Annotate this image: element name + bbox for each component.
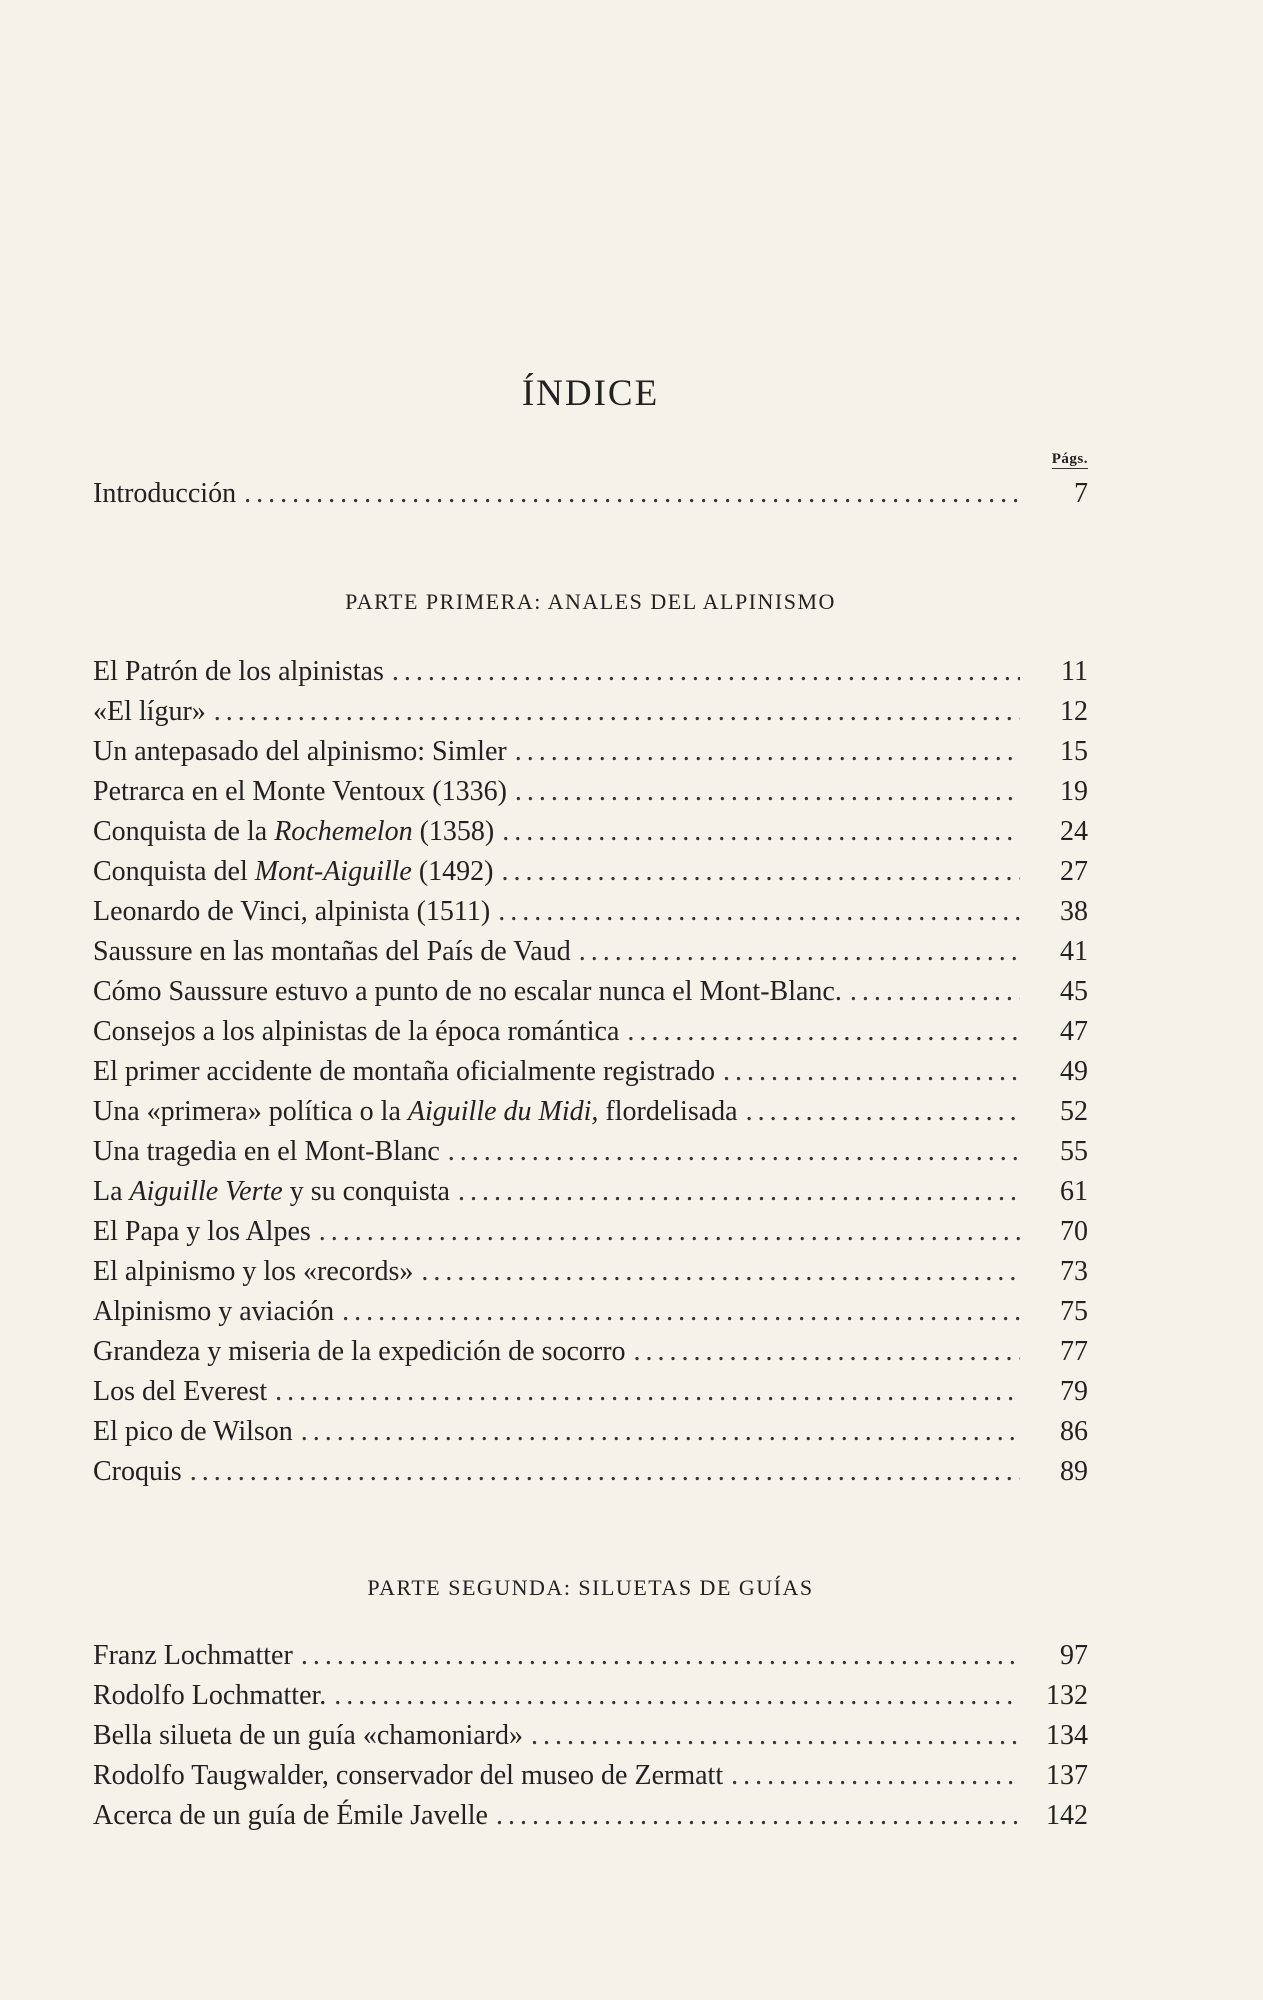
dot-leader (301, 1412, 1020, 1452)
toc-entry (93, 852, 1088, 892)
entry-title: Una tragedia en el Mont-Blanc (93, 1136, 440, 1167)
entry-title-italic: Aiguille Verte (129, 1176, 283, 1207)
dot-leader (214, 692, 1020, 732)
toc-entry (93, 972, 1088, 1012)
toc-entry (93, 812, 1088, 852)
entry-title (93, 852, 494, 892)
toc-entry (93, 1092, 1088, 1132)
dot-leader (392, 652, 1020, 692)
entry-page-number: 79 (1060, 1376, 1088, 1407)
dot-leader (634, 1332, 1020, 1372)
entry-title: El alpinismo y los «records» (93, 1256, 414, 1287)
dot-leader (515, 772, 1020, 812)
entry-title: Cómo Saussure estuvo a punto de no escalar nunca el Mont-Blanc. (93, 976, 842, 1007)
entry-page-number: 61 (1060, 1176, 1088, 1207)
entry-page-number: 11 (1061, 656, 1088, 687)
toc-entry (93, 732, 1088, 772)
entry-title-part: Una «primera» política o la (93, 1096, 408, 1127)
entry-title: Bella silueta de un guía «chamoniard» (93, 1720, 523, 1751)
entry-title-part: Conquista de la (93, 816, 275, 847)
toc-entry (93, 1292, 1088, 1332)
entry-title-italic: Rochemelon (274, 816, 413, 847)
entry-title: Introducción (93, 478, 237, 509)
entry-title: Petrarca en el Monte Ventoux (1336) (93, 776, 507, 807)
entry-title (93, 1092, 738, 1132)
entry-page-number: 45 (1060, 976, 1088, 1007)
entry-page-number: 27 (1060, 856, 1088, 887)
entry-title: Croquis (93, 1456, 182, 1487)
toc-entry (93, 892, 1088, 932)
entry-page-number: 137 (1046, 1760, 1088, 1791)
toc-entry (93, 1636, 1088, 1676)
toc-entry (93, 1716, 1088, 1756)
entry-page-number: 142 (1046, 1800, 1088, 1831)
toc-entry (93, 1756, 1088, 1796)
toc-entry (93, 1172, 1088, 1212)
entry-page-number: 75 (1060, 1296, 1088, 1327)
entry-title-italic: Mont-Aiguille (254, 856, 412, 887)
toc-entry (93, 1212, 1088, 1252)
entry-page-number: 73 (1060, 1256, 1088, 1287)
toc-entry (93, 932, 1088, 972)
entry-page-number: 134 (1046, 1720, 1088, 1751)
entry-page-number: 38 (1060, 896, 1088, 927)
dot-leader (421, 1252, 1020, 1292)
entry-title: El primer accidente de montaña oficialmente registrado (93, 1056, 715, 1087)
dot-leader (458, 1172, 1020, 1212)
toc-entry (93, 1252, 1088, 1292)
entry-title: Un antepasado del alpinismo: Simler (93, 736, 507, 767)
entry-title: Grandeza y miseria de la expedición de socorro (93, 1336, 626, 1367)
entry-title: Alpinismo y aviación (93, 1296, 335, 1327)
toc-entry (93, 1012, 1088, 1052)
dot-leader (301, 1636, 1020, 1676)
dot-leader (496, 1796, 1020, 1836)
entry-title-part: flordelisada (598, 1096, 738, 1127)
entry-page-number: 55 (1060, 1136, 1088, 1167)
dot-leader (190, 1452, 1020, 1492)
entry-title: Rodolfo Taugwalder, conservador del museo de Zermatt (93, 1760, 724, 1791)
entry-title: Los del Everest (93, 1376, 268, 1407)
entry-title: Rodolfo Lochmatter. (93, 1680, 327, 1711)
entry-title-part: y su conquista (282, 1176, 450, 1207)
entry-page-number: 49 (1060, 1056, 1088, 1087)
toc-entry (93, 692, 1088, 732)
entry-title (93, 1172, 450, 1212)
entry-page-number: 86 (1060, 1416, 1088, 1447)
dot-leader (319, 1212, 1020, 1252)
entry-page-number: 77 (1060, 1336, 1088, 1367)
entry-title: Acerca de un guía de Émile Javelle (93, 1800, 488, 1831)
section-heading-part-one: PARTE PRIMERA: ANALES DEL ALPINISMO (345, 589, 836, 614)
entry-page-number: 47 (1060, 1016, 1088, 1047)
entry-title: Franz Lochmatter (93, 1640, 293, 1671)
dot-leader (515, 732, 1020, 772)
entry-page-number: 19 (1060, 776, 1088, 807)
toc-entry (93, 1796, 1088, 1836)
dot-leader (531, 1716, 1020, 1756)
dot-leader (502, 812, 1020, 852)
dot-leader (334, 1676, 1020, 1716)
entry-title (93, 812, 494, 852)
entry-page-number: 52 (1060, 1096, 1088, 1127)
toc-entry (93, 1332, 1088, 1372)
part-two-entries (93, 1636, 1088, 1836)
dot-leader (502, 852, 1021, 892)
toc-entry (93, 1132, 1088, 1172)
toc-entry (93, 772, 1088, 812)
entry-title-italic: Aiguille du Midi, (407, 1096, 599, 1127)
page-title: ÍNDICE (521, 373, 660, 414)
dot-leader (746, 1092, 1020, 1132)
dot-leader (723, 1052, 1020, 1092)
entry-page-number: 12 (1060, 696, 1088, 727)
entry-page-number: 132 (1046, 1680, 1088, 1711)
entry-title-part: La (93, 1176, 130, 1207)
dot-leader (731, 1756, 1020, 1796)
toc-entry (93, 1052, 1088, 1092)
entry-page-number: 89 (1060, 1456, 1088, 1487)
toc-entry (93, 1676, 1088, 1716)
pages-column-header (93, 450, 1088, 472)
entry-title: Consejos a los alpinistas de la época romántica (93, 1016, 620, 1047)
dot-leader (342, 1292, 1020, 1332)
entry-page-number: 97 (1060, 1640, 1088, 1671)
entry-title: El pico de Wilson (93, 1416, 293, 1447)
entry-title: El Papa y los Alpes (93, 1216, 311, 1247)
entry-page-number: 24 (1060, 816, 1088, 847)
dot-leader (498, 892, 1020, 932)
index-page (93, 370, 1088, 1836)
entry-title-part: (1358) (412, 816, 495, 847)
dot-leader (448, 1132, 1020, 1172)
entry-title: El Patrón de los alpinistas (93, 656, 384, 687)
dot-leader (627, 1012, 1020, 1052)
entry-title-part: (1492) (411, 856, 494, 887)
toc-entry (93, 1452, 1088, 1492)
entry-title: Saussure en las montañas del País de Vaud (93, 936, 571, 967)
pages-header-label: Págs. (1051, 451, 1088, 467)
toc-entry-introduction (93, 474, 1088, 518)
dot-leader (244, 474, 1020, 514)
entry-page-number: 41 (1060, 936, 1088, 967)
entry-page-number: 15 (1060, 736, 1088, 767)
toc-entry (93, 1372, 1088, 1412)
dot-leader (579, 932, 1020, 972)
dot-leader (850, 972, 1020, 1012)
entry-page-number: 7 (1074, 478, 1088, 509)
part-one-entries (93, 652, 1088, 1492)
section-heading-part-two: PARTE SEGUNDA: SILUETAS DE GUÍAS (367, 1575, 814, 1600)
entry-page-number: 70 (1060, 1216, 1088, 1247)
toc-entry (93, 652, 1088, 692)
dot-leader (275, 1372, 1020, 1412)
entry-title: «El lígur» (93, 696, 206, 727)
entry-title: Leonardo de Vinci, alpinista (1511) (93, 896, 491, 927)
toc-entry (93, 1412, 1088, 1452)
entry-title-part: Conquista del (93, 856, 255, 887)
